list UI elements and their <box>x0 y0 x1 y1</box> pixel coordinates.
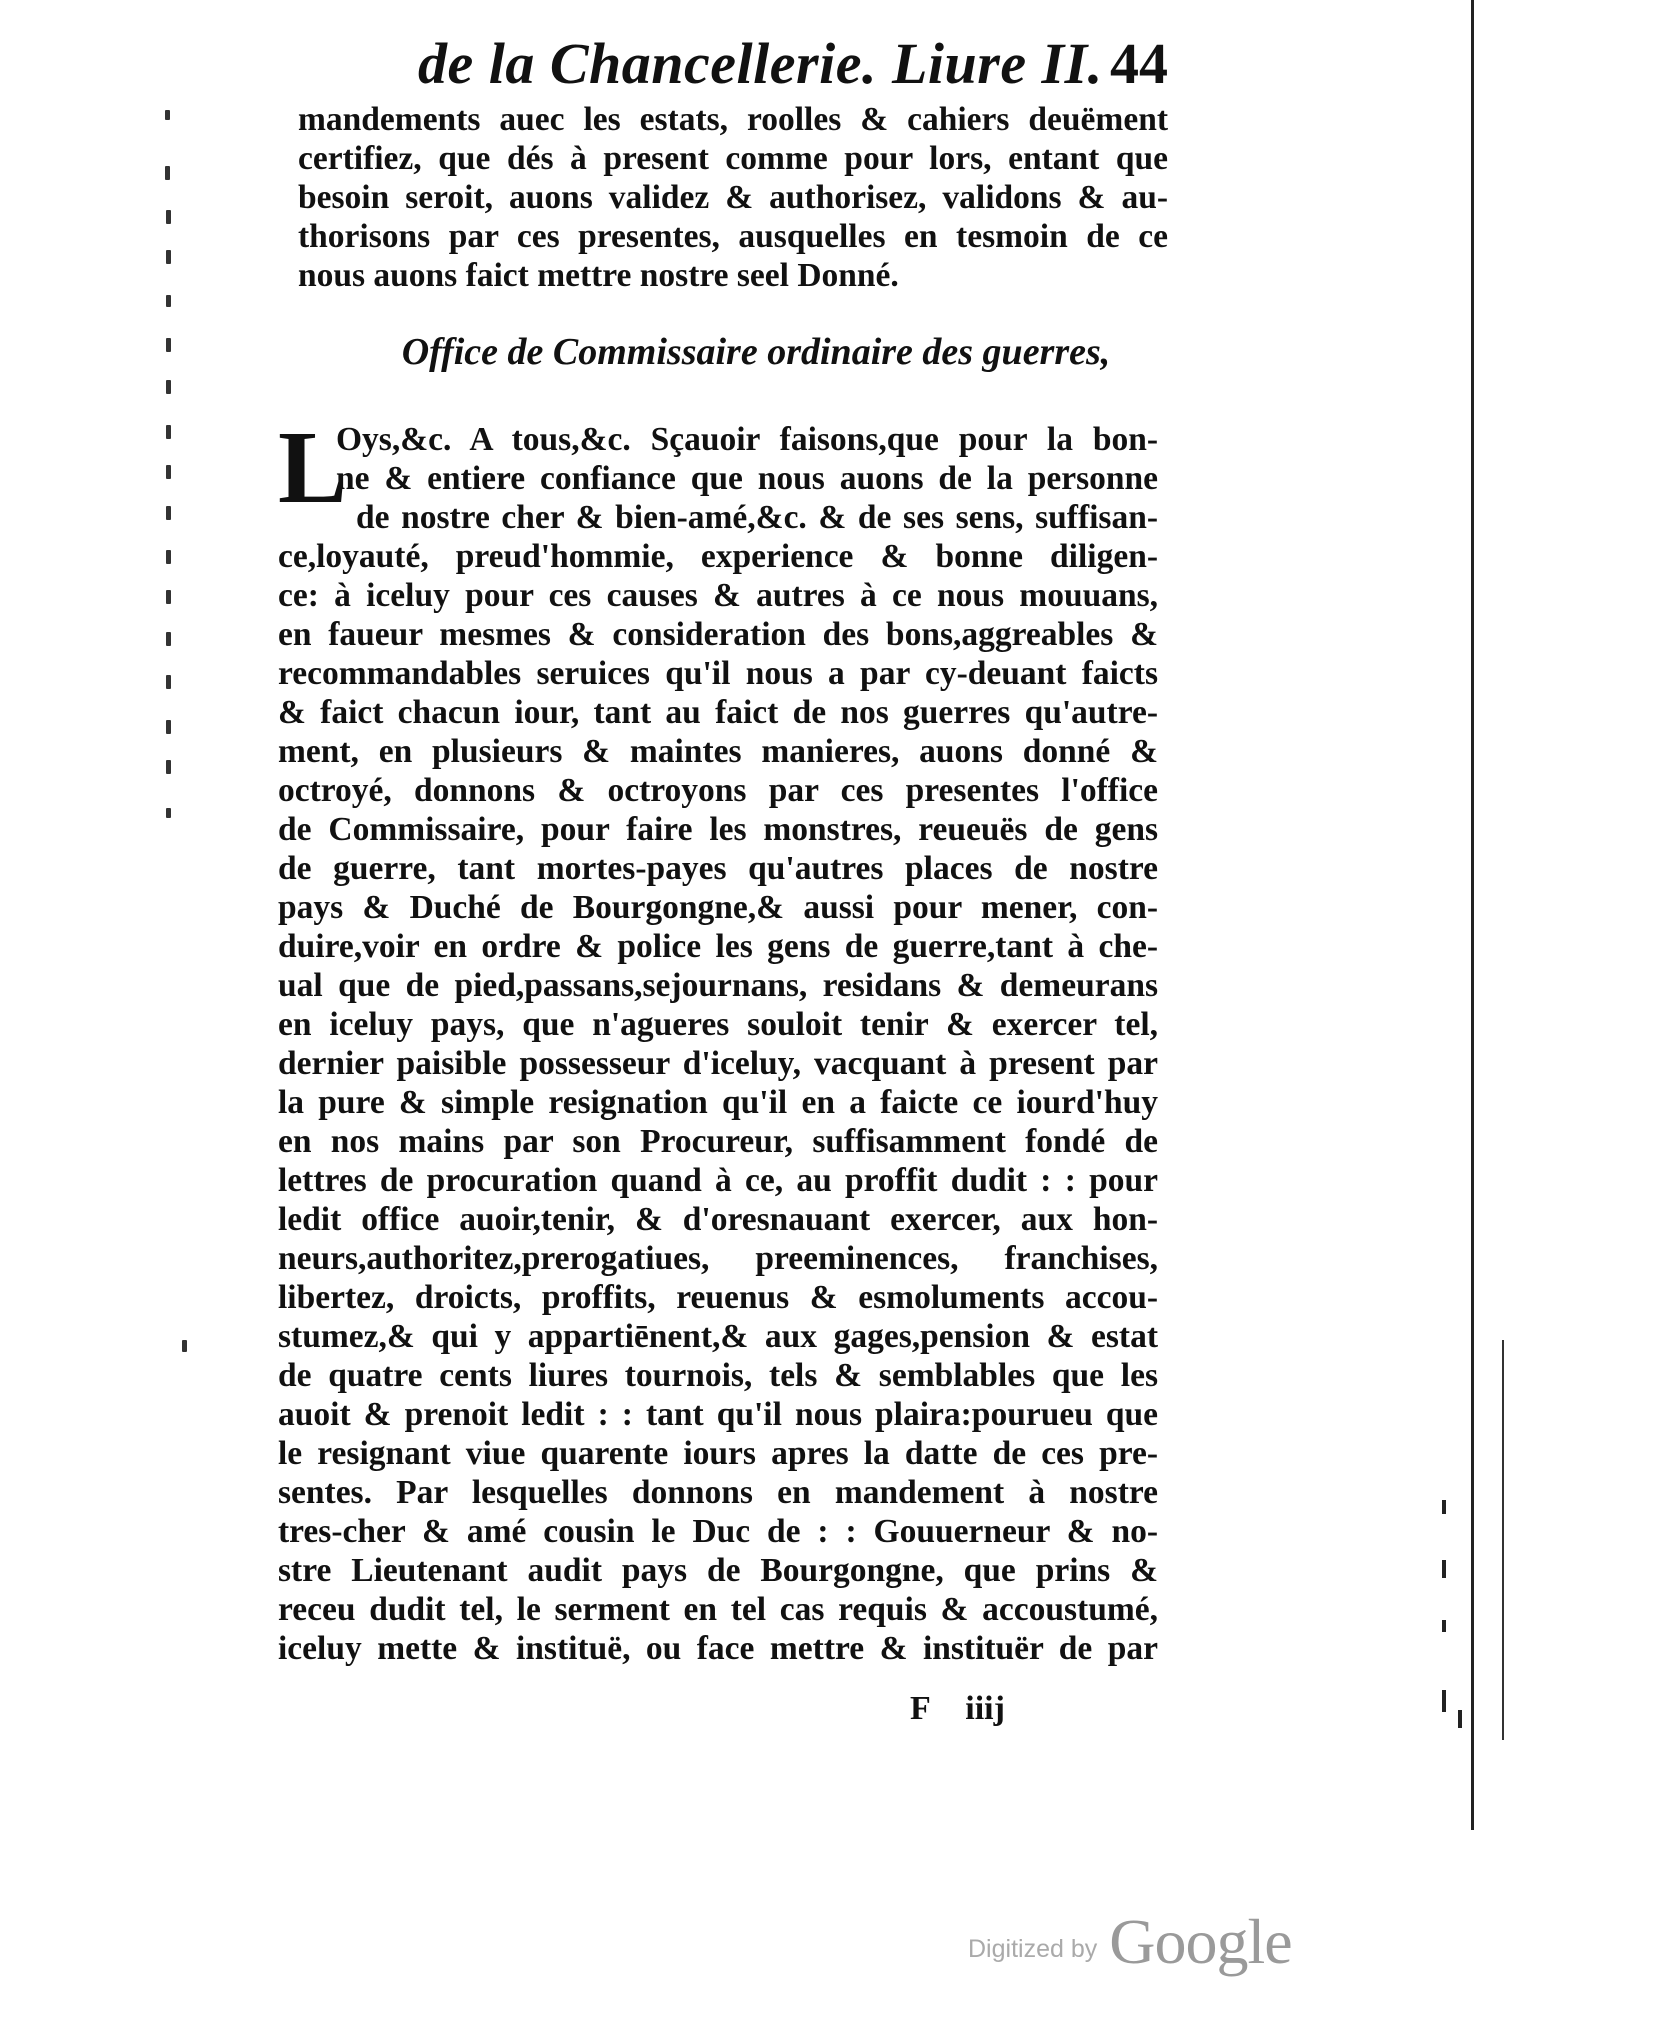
text-line: & faict chacun iour, tant au faict de nos guerres qu'autre- <box>278 694 1158 731</box>
text-line: de Commissaire, pour faire les monstres, reueuës de gens <box>278 811 1158 848</box>
text-line: iceluy mette & instituë, ou face mettre & instituër de par <box>278 1630 1158 1667</box>
gutter-mark <box>166 506 171 520</box>
signature-mark <box>910 1690 1005 1728</box>
gutter-mark <box>182 1340 187 1352</box>
gutter-mark <box>166 550 171 564</box>
text-line: stre Lieutenant audit pays de Bourgongne, que prins & <box>278 1552 1158 1589</box>
text-line: ce,loyauté, preud'hommie, experience & bonne diligen- <box>278 538 1158 575</box>
text-line: en iceluy pays, que n'agueres souloit tenir & exercer tel, <box>278 1006 1158 1043</box>
gutter-mark <box>165 110 170 120</box>
drop-cap: L <box>278 410 348 525</box>
paragraph-continuation <box>298 100 1168 295</box>
text-line: sentes. Par lesquelles donnons en mandement à nostre <box>278 1474 1158 1511</box>
text-line: la pure & simple resignation qu'il en a faicte ce iourd'huy <box>278 1084 1158 1121</box>
gutter-mark <box>166 425 171 439</box>
text-line: thorisons par ces presentes, ausquelles en tesmoin de ce <box>298 218 1168 255</box>
page-number: 44 <box>1110 31 1168 96</box>
section-title: Office de Commissaire ordinaire des guerres, <box>401 331 1111 373</box>
text-line: certifiez, que dés à present comme pour lors, entant que <box>298 140 1168 177</box>
text-line: libertez, droicts, proffits, reuenus & esmoluments accou- <box>278 1279 1158 1316</box>
text-line: en faueur mesmes & consideration des bons,aggreables & <box>278 616 1158 653</box>
text-line: neurs,authoritez,prerogatiues, preeminences, franchises, <box>278 1240 1158 1277</box>
text-line: en nos mains par son Procureur, suffisamment fondé de <box>278 1123 1158 1160</box>
gutter-mark <box>166 338 171 352</box>
edge-mark <box>1442 1500 1446 1514</box>
text-line: de guerre, tant mortes-payes qu'autres places de nostre <box>278 850 1158 887</box>
text-line: ual que de pied,passans,sejournans, residans & demeurans <box>278 967 1158 1004</box>
edge-mark <box>1442 1620 1446 1632</box>
gutter-mark <box>166 808 171 818</box>
binding-edge-line <box>1471 0 1474 1830</box>
gutter-mark <box>166 675 171 689</box>
text-line: auoit & prenoit ledit : : tant qu'il nous plaira:pourueu que <box>278 1396 1158 1433</box>
gutter-mark <box>166 295 171 307</box>
text-line: dernier paisible possesseur d'iceluy, vacquant à present par <box>278 1045 1158 1082</box>
text-line: de nostre cher & bien-amé,&c. & de ses sens, suffisan- <box>356 499 1158 536</box>
edge-mark <box>1442 1690 1446 1712</box>
binding-edge-shadow <box>1502 1340 1504 1740</box>
text-line: le resignant viue quarente iours apres la datte de ces pre- <box>278 1435 1158 1472</box>
edge-mark <box>1458 1710 1462 1728</box>
text-line: stumez,& qui y appartiēnent,& aux gages,pension & estat <box>278 1318 1158 1355</box>
text-line: ne & entiere confiance que nous auons de la personne <box>336 460 1158 497</box>
gutter-mark <box>166 720 171 734</box>
running-head: de la Chancellerie. Liure II. <box>418 31 1103 96</box>
text-line: besoin seroit, auons validez & authorisez, validons & au- <box>298 179 1168 216</box>
gutter-mark <box>166 380 171 394</box>
text-line: ce: à iceluy pour ces causes & autres à ce nous mouuans, <box>278 577 1158 614</box>
text-line: nous auons faict mettre nostre seel Donné. <box>298 257 899 294</box>
page-header <box>418 30 1178 100</box>
gutter-mark <box>166 210 171 224</box>
text-line: lettres de procuration quand à ce, au proffit dudit : : pour <box>278 1162 1158 1199</box>
text-line: pays & Duché de Bourgongne,& aussi pour mener, con- <box>278 889 1158 926</box>
text-line: ledit office auoir,tenir, & d'oresnauant exercer, aux hon- <box>278 1201 1158 1238</box>
text-line: tres-cher & amé cousin le Duc de : : Gouuerneur & no- <box>278 1513 1158 1550</box>
text-line: Oys,&c. A tous,&c. Sçauoir faisons,que pour la bon- <box>336 421 1158 458</box>
text-line: duire,voir en ordre & police les gens de guerre,tant à che- <box>278 928 1158 965</box>
signature-numeral: iiij <box>965 1690 1005 1727</box>
signature-letter: F <box>910 1690 931 1727</box>
gutter-mark <box>165 166 170 180</box>
text-line: receu dudit tel, le serment en tel cas requis & accoustumé, <box>278 1591 1158 1628</box>
watermark-caption: Digitized by <box>968 1935 1098 1963</box>
gutter-mark <box>166 760 171 774</box>
paragraph-main <box>278 410 1158 1668</box>
edge-mark <box>1442 1560 1446 1578</box>
digitized-watermark <box>968 1905 1292 1979</box>
google-logo: Google <box>1109 1906 1292 1977</box>
text-line: octroyé, donnons & octroyons par ces presentes l'office <box>278 772 1158 809</box>
text-line: recommandables seruices qu'il nous a par cy-deuant faicts <box>278 655 1158 692</box>
gutter-mark <box>166 632 171 646</box>
gutter-mark <box>166 465 171 479</box>
text-line: de quatre cents liures tournois, tels & semblables que les <box>278 1357 1158 1394</box>
gutter-mark <box>166 250 171 264</box>
text-line: mandements auec les estats, roolles & cahiers deuëment <box>298 101 1168 138</box>
text-line: ment, en plusieurs & maintes manieres, auons donné & <box>278 733 1158 770</box>
gutter-mark <box>166 590 171 604</box>
